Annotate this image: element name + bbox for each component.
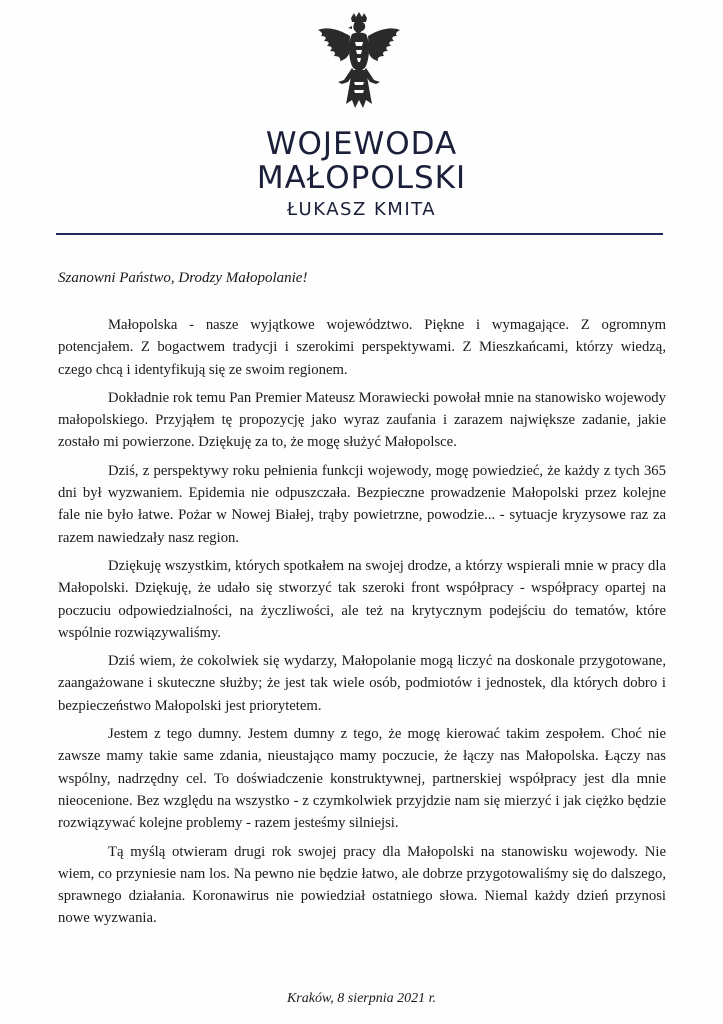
letter-paragraph: Tą myślą otwieram drugi rok swojej pracy dla Małopolski na stanowisku wojewody. Nie wiem, co przyniesie nam los. Na pewno nie będzie łatwo, ale dobrze przygotowaliśmy się do dalszego, sprawnego działania. Koronawirus nie powiedział ostatniego słowa. Niemal każdy dzień przynosi nowe wyzwania. [58, 843, 666, 927]
letter-paragraph: Dokładnie rok temu Pan Premier Mateusz Morawiecki powołał mnie na stanowisko wojewody małopolskiego. Przyjąłem tę propozycję jako wyraz zaufania i zarazem największe zadanie, jakie zostało mi powierzone. Dziękuję za to, że mogę służyć Małopolsce. [58, 389, 666, 451]
letter-paragraph: Dziękuję wszystkim, których spotkałem na swojej drodze, a którzy wspierali mnie w pracy dla Małopolski. Dziękuję, że udało się stworzyć tak szeroki front współpracy - współpracy opartej na poczuciu odpowiedzialności, na życzliwości, ale też na krytycznym podejściu do tematów, które wspólnie rozwiązywaliśmy. [58, 557, 666, 641]
official-name: ŁUKASZ KMITA [286, 199, 437, 220]
letter-date: Kraków, 8 sierpnia 2021 r. [286, 991, 437, 1006]
letter-paragraph: Dziś wiem, że cokolwiek się wydarzy, Małopolanie mogą liczyć na doskonale przygotowane, zaangażowane i skuteczne służby; że jest tak wiele osób, podmiotów i jednostek, dla których dobro i bezpieczeństwo Małopolski jest priorytetem. [58, 653, 666, 714]
letter-body [58, 314, 666, 936]
letter-paragraph: Dziś, z perspektywy roku pełnienia funkcji wojewody, mogę powiedzieć, że każdy z tych 365 dni był wyzwaniem. Epidemia nie odpuszczała. Bezpieczne prowadzenie Małopolski przez kolejne fale nie było łatwe. Pożar w Nowej Białej, trąby powietrzne, powodzie... - sytuacje kryzysowe raz za razem nawiedzały nasz region. [58, 462, 666, 546]
letter-paragraph: Jestem z tego dumny. Jestem dumny z tego, że mogę kierować takim zespołem. Choć nie zawsze mamy takie same zdania, nieustająco mamy poczucie, że łączy nas Małopolska. Łączy nas wspólny, nadrzędny cel. To doświadczenie konstruktywnej, partnerskiej współpracy jest dla mnie nieocenione. Bez względu na wszystko - z czymkolwiek przyjdzie nam się mierzyć i jak ciężko będzie rozwiązywać kolejne problemy - razem jesteśmy silniejsi. [58, 726, 666, 832]
header-divider [56, 233, 663, 235]
letter-paragraph: Małopolska - nasze wyjątkowe województwo. Piękne i wymagające. Z ogromnym potencjałem. Z bogactwem tradycji i szerokimi perspektywami. Z Mieszkańcami, którzy wiedzą, czego chcą i identyfikują się ze swoim regionem. [58, 317, 666, 378]
polish-eagle-icon [314, 12, 404, 112]
office-title-line1: WOJEWODA [265, 126, 458, 162]
letter-greeting: Szanowni Państwo, Drodzy Małopolanie! [58, 270, 308, 286]
office-title-line2: MAŁOPOLSKI [256, 160, 467, 196]
